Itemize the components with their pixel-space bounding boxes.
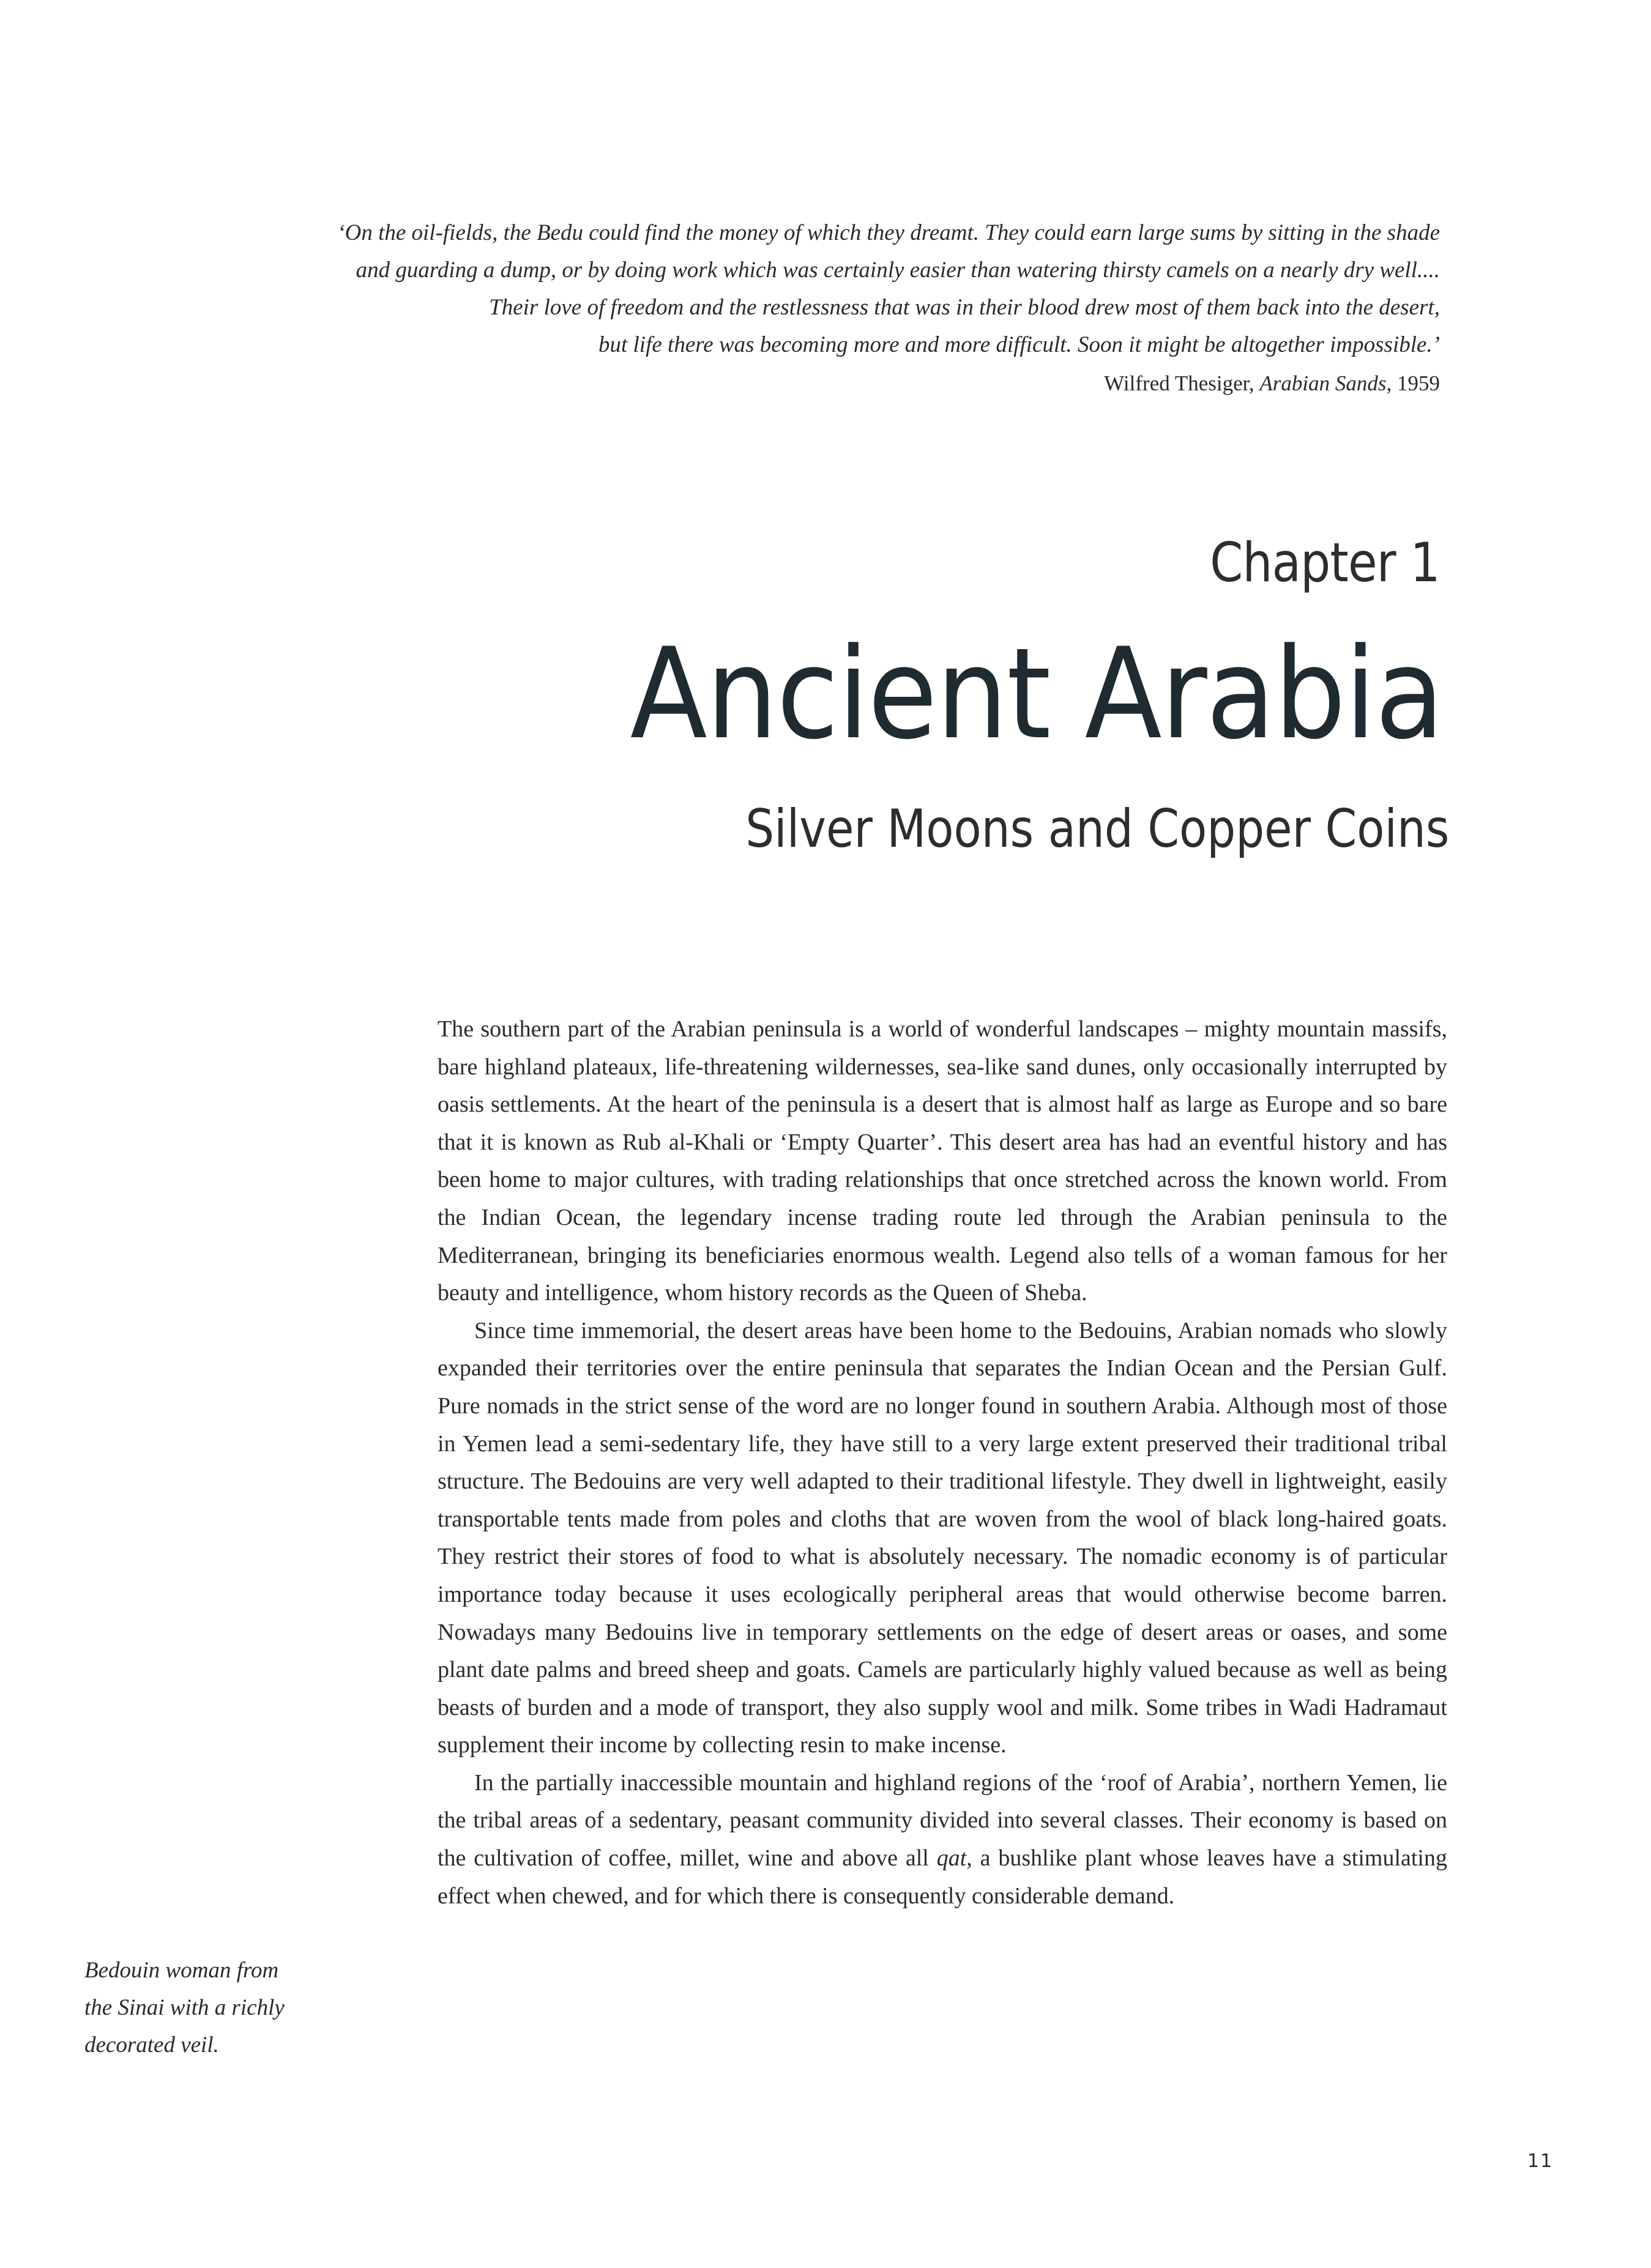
chapter-subtitle: Silver Moons and Copper Coins bbox=[745, 798, 1449, 860]
caption-line: decorated veil. bbox=[84, 2032, 219, 2058]
caption-line: Bedouin woman from bbox=[84, 1958, 279, 1983]
caption-line: the Sinai with a richly bbox=[84, 1995, 285, 2020]
body-text bbox=[438, 1011, 1447, 1915]
epigraph-line: Their love of freedom and the restlessness that was in their blood drew most of them back into the desert, bbox=[489, 295, 1440, 320]
paragraph-text: , a bushlike plant whose leaves have a stimulating effect when chewed, and for which there is consequently considerable demand. bbox=[438, 1845, 1447, 1909]
attribution-year: , 1959 bbox=[1386, 371, 1440, 395]
epigraph-line: but life there was becoming more and more difficult. Soon it might be altogether impossible.’ bbox=[598, 332, 1440, 357]
body-paragraph: Since time immemorial, the desert areas have been home to the Bedouins, Arabian nomads who slowly expanded their territories over the entire peninsula that separates the Indian Ocean and the Persian Gulf. Pure nomads in the strict sense of the word are no longer found in southern Arabia. Although most of those in Yemen lead a semi-sedentary life, they have still to a very large extent preserved their traditional tribal structure. The Bedouins are very well adapted to their traditional lifestyle. They dwell in lightweight, easily transportable tents made from poles and cloths that are woven from the wool of black long-haired goats. They restrict their stores of food to what is absolutely necessary. The nomadic economy is of particular importance today because it uses ecologically peripheral areas that would otherwise become barren. Nowadays many Bedouins live in temporary settlements on the edge of desert areas or oases, and some plant date palms and breed sheep and goats. Camels are particularly highly valued because as well as being beasts of burden and a mode of transport, they also supply wool and milk. Some tribes in Wadi Hadramaut supplement their income by collecting resin to make incense. bbox=[438, 1317, 1447, 1758]
epigraph-line: and guarding a dump, or by doing work which was certainly easier than watering thirsty camels on a nearly dry well.... bbox=[356, 258, 1440, 283]
emphasis-term: qat bbox=[936, 1845, 967, 1872]
body-paragraph: The southern part of the Arabian peninsula is a world of wonderful landscapes – mighty mountain massifs, bare highland plateaux, life-threatening wildernesses, sea-like sand dunes, only occasionally interrupted by oasis settlements. At the heart of the peninsula is a desert that is almost half as large as Europe and so bare that it is known as Rub al-Khali or ‘Empty Quarter’. This desert area has had an eventful history and has been home to major cultures, with trading relationships that once stretched across the known world. From the Indian Ocean, the legendary incense trading route led through the Arabian peninsula to the Mediterranean, bringing its beneficiaries enormous wealth. Legend also tells of a woman famous for her beauty and intelligence, whom history records as the Queen of Sheba. bbox=[438, 1016, 1447, 1306]
chapter-title: Ancient Arabia bbox=[630, 622, 1443, 767]
page-number: 11 bbox=[1527, 2151, 1554, 2172]
epigraph-quote bbox=[208, 214, 1440, 402]
epigraph-attribution bbox=[208, 365, 1440, 402]
attribution-author: Wilfred Thesiger, bbox=[1104, 371, 1260, 395]
epigraph-line: ‘On the oil-fields, the Bedu could find the money of which they dreamt. They could earn large sums by sitting in the shade bbox=[337, 220, 1440, 245]
attribution-work-title: Arabian Sands bbox=[1259, 371, 1387, 395]
body-paragraph bbox=[438, 1764, 1447, 1915]
chapter-number: Chapter 1 bbox=[1210, 531, 1440, 594]
image-caption bbox=[84, 1952, 329, 2064]
paragraph-text: In the partially inaccessible mountain and highland regions of the ‘roof of Arabia’, northern Yemen, lie the tribal areas of a sedentary, peasant community divided into several classes. Their economy is based on the cultivation of coffee, millet, wine and above all bbox=[438, 1769, 1447, 1872]
